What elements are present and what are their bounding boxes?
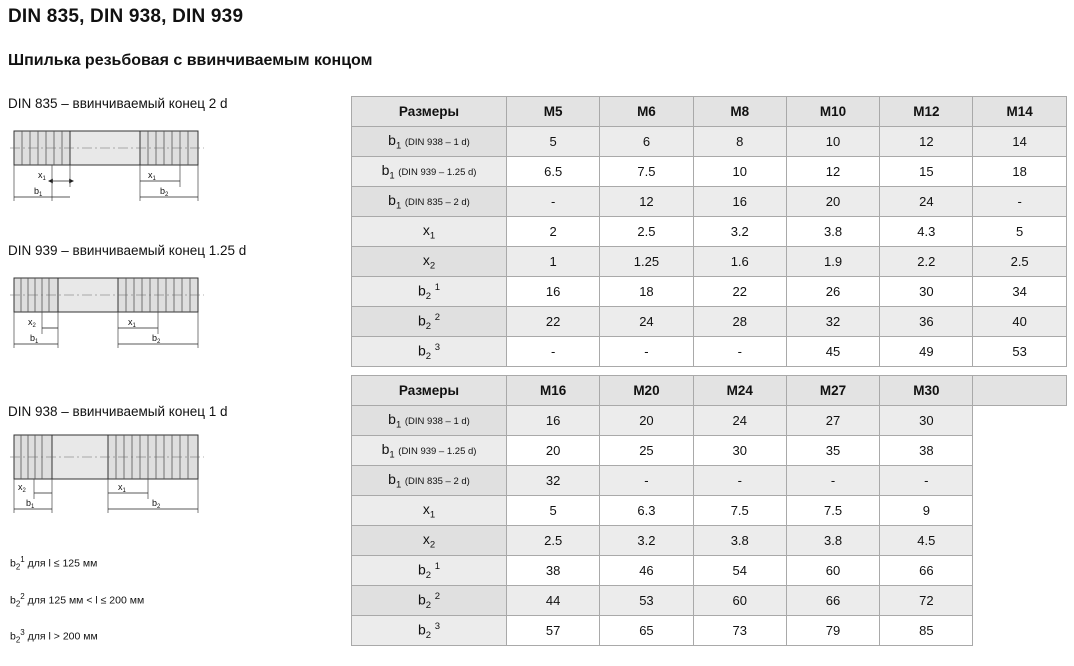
- row-label: $b_1$ (DIN 939 – 1.25 d): [352, 436, 507, 466]
- page-subtitle: Шпилька резьбовая с ввинчиваемым концом: [8, 52, 373, 69]
- cell: 28: [693, 307, 786, 337]
- cell: 3.8: [693, 526, 786, 556]
- cell: 5: [507, 496, 600, 526]
- cell: 22: [507, 307, 600, 337]
- table-row: [352, 157, 1067, 187]
- cell-empty: [973, 526, 1066, 556]
- cell: 24: [693, 406, 786, 436]
- cell: 53: [600, 586, 693, 616]
- svg-text:b1: $b_1$: [30, 333, 39, 345]
- table-row: [352, 307, 1067, 337]
- cell: 30: [693, 436, 786, 466]
- cell: 72: [880, 586, 973, 616]
- cell: 30: [880, 277, 973, 307]
- cell-empty: [973, 436, 1066, 466]
- figure-din938: [8, 404, 330, 519]
- row-label: $b_1$ (DIN 938 – 1 d): [352, 406, 507, 436]
- row-label: $x_2$: [352, 526, 507, 556]
- table2-header-0: Размеры: [352, 376, 507, 406]
- table1-header-6: M14: [973, 97, 1066, 127]
- cell: -: [507, 337, 600, 367]
- cell: 16: [507, 406, 600, 436]
- cell-empty: [973, 616, 1066, 646]
- cell-empty: [973, 466, 1066, 496]
- table-row: [352, 556, 1067, 586]
- cell: 1.25: [600, 247, 693, 277]
- cell: 16: [507, 277, 600, 307]
- table-row: [352, 247, 1067, 277]
- cell: 36: [880, 307, 973, 337]
- table-row: [352, 337, 1067, 367]
- cell: 35: [786, 436, 879, 466]
- table-row: [352, 526, 1067, 556]
- cell: 15: [880, 157, 973, 187]
- cell: 6.5: [507, 157, 600, 187]
- svg-text:x2: $x_2$: [28, 317, 36, 329]
- cell: 18: [973, 157, 1066, 187]
- svg-text:b2: $b_2$: [160, 186, 169, 198]
- cell: 30: [880, 406, 973, 436]
- cell: -: [693, 337, 786, 367]
- cell: 1: [507, 247, 600, 277]
- table2-header-6: [973, 376, 1066, 406]
- cell: 20: [600, 406, 693, 436]
- cell: 7.5: [786, 496, 879, 526]
- cell: 2.5: [507, 526, 600, 556]
- cell: 7.5: [600, 157, 693, 187]
- table2-header-3: M24: [693, 376, 786, 406]
- table2-header-2: M20: [600, 376, 693, 406]
- row-label: $b_1$ (DIN 835 – 2 d): [352, 187, 507, 217]
- table-row: [352, 616, 1067, 646]
- footnote-2: $b_2^2$ для 125 мм < l ≤ 200 мм: [10, 591, 145, 609]
- table1-header-3: M8: [693, 97, 786, 127]
- cell: 5: [507, 127, 600, 157]
- svg-text:x1: $x_1$: [148, 170, 156, 182]
- row-label: $b_1$ (DIN 835 – 2 d): [352, 466, 507, 496]
- table-header-row: [352, 376, 1067, 406]
- cell: 12: [880, 127, 973, 157]
- cell: 45: [786, 337, 879, 367]
- cell: 25: [600, 436, 693, 466]
- dimensions-table-m5-m14: [351, 96, 1067, 367]
- table-row: [352, 586, 1067, 616]
- cell: 20: [507, 436, 600, 466]
- cell: 57: [507, 616, 600, 646]
- cell: 32: [786, 307, 879, 337]
- svg-text:b2: $b_2$: [152, 333, 161, 345]
- cell: -: [693, 466, 786, 496]
- table2-header-4: M27: [786, 376, 879, 406]
- cell: 38: [880, 436, 973, 466]
- cell-empty: [973, 406, 1066, 436]
- cell: 12: [600, 187, 693, 217]
- cell: 2.5: [973, 247, 1066, 277]
- figure-caption-din938: DIN 938 – ввинчиваемый конец 1 d: [8, 404, 228, 419]
- table-row: [352, 187, 1067, 217]
- table1-header-5: M12: [880, 97, 973, 127]
- cell: 79: [786, 616, 879, 646]
- dimensions-table-m16-m30: [351, 375, 1067, 646]
- cell: 9: [880, 496, 973, 526]
- table2-header-1: M16: [507, 376, 600, 406]
- cell: 2: [507, 217, 600, 247]
- svg-text:x2: $x_2$: [18, 482, 26, 494]
- cell-empty: [973, 496, 1066, 526]
- cell: 38: [507, 556, 600, 586]
- page-title: DIN 835, DIN 938, DIN 939: [8, 6, 244, 27]
- cell: 3.8: [786, 217, 879, 247]
- table1-header-0: Размеры: [352, 97, 507, 127]
- figure-caption-din835: DIN 835 – ввинчиваемый конец 2 d: [8, 96, 228, 111]
- cell: -: [600, 466, 693, 496]
- table-row: [352, 277, 1067, 307]
- cell: 4.5: [880, 526, 973, 556]
- table1-header-4: M10: [786, 97, 879, 127]
- table1-header-2: M6: [600, 97, 693, 127]
- footnotes: [10, 556, 144, 666]
- cell: 5: [973, 217, 1066, 247]
- cell-empty: [973, 586, 1066, 616]
- table2-header-5: M30: [880, 376, 973, 406]
- table-row: [352, 217, 1067, 247]
- cell: 7.5: [693, 496, 786, 526]
- cell: 14: [973, 127, 1066, 157]
- cell: 24: [600, 307, 693, 337]
- cell: 12: [786, 157, 879, 187]
- cell: 53: [973, 337, 1066, 367]
- row-label: $b_2$ $^2$: [352, 586, 507, 616]
- row-label: $b_1$ (DIN 939 – 1.25 d): [352, 157, 507, 187]
- cell-empty: [973, 556, 1066, 586]
- figure-caption-din939: DIN 939 – ввинчиваемый конец 1.25 d: [8, 243, 247, 258]
- figure-din939: [8, 243, 330, 358]
- cell: 34: [973, 277, 1066, 307]
- row-label: $x_1$: [352, 496, 507, 526]
- cell: 6: [600, 127, 693, 157]
- footnote-3: $b_2^3$ для l > 200 мм: [10, 628, 98, 645]
- table-row: [352, 436, 1067, 466]
- drawing-svg-din939: [8, 272, 330, 358]
- row-label: $b_2$ $^1$: [352, 556, 507, 586]
- cell: 66: [786, 586, 879, 616]
- svg-text:b2: $b_2$: [152, 498, 161, 510]
- svg-text:x1: $x_1$: [38, 170, 46, 182]
- cell: 49: [880, 337, 973, 367]
- table-row: [352, 406, 1067, 436]
- svg-text:b1: $b_1$: [26, 498, 35, 510]
- cell: 85: [880, 616, 973, 646]
- cell: -: [786, 466, 879, 496]
- table-row: [352, 496, 1067, 526]
- cell: 66: [880, 556, 973, 586]
- cell: 1.6: [693, 247, 786, 277]
- footnote-1: $b_2^1$ для l ≤ 125 мм: [10, 555, 98, 572]
- cell: -: [600, 337, 693, 367]
- drawing-din938: [8, 433, 330, 519]
- cell: -: [880, 466, 973, 496]
- drawing-svg-din938: [8, 433, 330, 519]
- row-label: $b_1$ (DIN 938 – 1 d): [352, 127, 507, 157]
- cell: 10: [786, 127, 879, 157]
- cell: 65: [600, 616, 693, 646]
- cell: 54: [693, 556, 786, 586]
- cell: 46: [600, 556, 693, 586]
- cell: 60: [693, 586, 786, 616]
- figure-din835: [8, 96, 330, 211]
- row-label: $b_2$ $^3$: [352, 337, 507, 367]
- cell: 20: [786, 187, 879, 217]
- cell: 3.8: [786, 526, 879, 556]
- cell: 18: [600, 277, 693, 307]
- row-label: $b_2$ $^2$: [352, 307, 507, 337]
- cell: 3.2: [693, 217, 786, 247]
- cell: 6.3: [600, 496, 693, 526]
- cell: 44: [507, 586, 600, 616]
- table1-header-1: M5: [507, 97, 600, 127]
- cell: 27: [786, 406, 879, 436]
- cell: 22: [693, 277, 786, 307]
- cell: -: [973, 187, 1066, 217]
- cell: 40: [973, 307, 1066, 337]
- cell: 32: [507, 466, 600, 496]
- row-label: $x_2$: [352, 247, 507, 277]
- svg-text:x1: $x_1$: [118, 482, 126, 494]
- drawing-din835: [8, 125, 330, 211]
- cell: 24: [880, 187, 973, 217]
- row-label: $b_2$ $^1$: [352, 277, 507, 307]
- cell: 16: [693, 187, 786, 217]
- row-label: $x_1$: [352, 217, 507, 247]
- svg-text:b1: $b_1$: [34, 186, 43, 198]
- cell: 26: [786, 277, 879, 307]
- cell: 10: [693, 157, 786, 187]
- cell: 73: [693, 616, 786, 646]
- cell: 8: [693, 127, 786, 157]
- table-row: [352, 127, 1067, 157]
- drawing-svg-din835: [8, 125, 330, 211]
- cell: -: [507, 187, 600, 217]
- cell: 1.9: [786, 247, 879, 277]
- svg-text:x1: $x_1$: [128, 317, 136, 329]
- cell: 4.3: [880, 217, 973, 247]
- table-row: [352, 466, 1067, 496]
- row-label: $b_2$ $^3$: [352, 616, 507, 646]
- cell: 3.2: [600, 526, 693, 556]
- cell: 2.2: [880, 247, 973, 277]
- drawing-din939: [8, 272, 330, 358]
- cell: 60: [786, 556, 879, 586]
- table-header-row: [352, 97, 1067, 127]
- cell: 2.5: [600, 217, 693, 247]
